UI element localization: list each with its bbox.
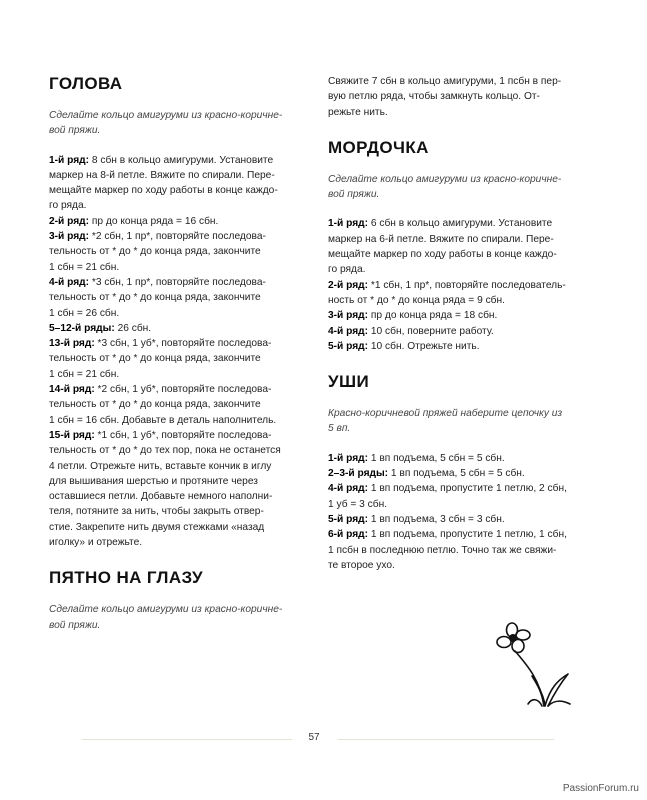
instruction-row [328,527,590,573]
row-label: 2-й ряд: [49,215,90,227]
section-title-head: ГОЛОВА [49,74,123,93]
instruction-row [328,216,590,277]
instruction-row [328,512,590,527]
head-intro: Сделайте кольцо амигуруми из красно-коричне- вой пряжи. [49,110,283,137]
instruction-row [328,451,590,466]
instruction-row [49,428,311,550]
instruction-row [328,278,590,309]
instruction-row [49,153,311,214]
row-text: 10 сбн, поверните работу. [368,325,494,337]
row-text: *1 сбн, 1 уб*, повторяйте последова- тельность от * до * до тех пор, пока не останется 4 петли. Отрежьте нить, вставьте кончик в иглу для вышивания шерстью и протяните через оставшиеся петли. Добавьте немного наполни- теля, потяните за нить, чтобы закрыть отвер- стие. Закрепите нить двумя стежками «назад иголку» и отрежьте. [49,429,281,549]
ears-rows [328,451,590,573]
instruction-row [328,481,590,512]
instruction-row [49,214,311,229]
row-text: 26 сбн. [114,322,152,334]
row-label: 4-й ряд: [328,483,369,495]
instruction-row [49,336,311,382]
footer-line-right [338,739,554,740]
left-column [49,74,311,633]
row-text: *3 сбн, 1 уб*, повторяйте последова- тельность от * до * до конца ряда, закончите 1 сбн = 21 сбн. [49,338,272,380]
row-text: 1 вп подъема, 3 сбн = 3 сбн. [368,513,505,525]
row-text: 6 сбн в кольцо амигуруми. Установите маркер на 6-й петле. Вяжите по спирали. Пере- мещайте маркер по ходу работы в конце каждо- го ряда. [328,218,557,276]
flower-illustration [488,618,578,718]
instruction-row [49,321,311,336]
section-title-ears: УШИ [328,372,370,392]
instruction-row [49,382,311,428]
row-label: 3-й ряд: [49,231,90,243]
row-text: *2 сбн, 1 пр*, повторяйте последова- тельность от * до * до конца ряда, закончите 1 сбн = 21 сбн. [49,231,266,273]
row-label: 15-й ряд: [49,429,95,441]
instruction-row [328,308,590,323]
row-label: 5-й ряд: [328,513,369,525]
eye-spot-intro: Сделайте кольцо амигуруми из красно-коричне- вой пряжи. [49,604,283,631]
row-label: 1-й ряд: [328,218,369,230]
row-label: 14-й ряд: [49,384,95,396]
row-text: 1 вп подъема, 5 сбн = 5 сбн. [368,452,505,464]
row-text: 8 сбн в кольцо амигуруми. Установите маркер на 8-й петле. Вяжите по спирали. Пере- мещайте маркер по ходу работы в конце каждо- го ряда. [49,154,278,212]
row-label: 4-й ряд: [328,325,369,337]
row-label: 2–3-й ряды: [328,468,389,480]
row-label: 1-й ряд: [328,452,369,464]
head-rows [49,153,311,551]
row-text: *1 сбн, 1 пр*, повторяйте последователь- ность от * до * до конца ряда = 9 сбн. [328,279,566,306]
instruction-row [328,324,590,339]
row-label: 3-й ряд: [328,310,369,322]
row-label: 2-й ряд: [328,279,369,291]
footer-line-left [82,739,292,740]
row-label: 13-й ряд: [49,338,95,350]
page-number: 57 [308,732,320,743]
muzzle-intro: Сделайте кольцо амигуруми из красно-коричне- вой пряжи. [328,173,562,201]
section-title-muzzle: МОРДОЧКА [328,137,429,157]
row-text: *2 сбн, 1 уб*, повторяйте последова- тельность от * до * до конца ряда, закончите 1 сбн = 16 сбн. Добавьте в деталь наполнитель. [49,384,277,426]
row-text: 1 вп подъема, пропустите 1 петлю, 2 сбн, 1 уб = 3 сбн. [328,483,567,510]
row-text: 10 сбн. Отрежьте нить. [368,340,480,352]
row-label: 4-й ряд: [49,276,90,288]
instruction-row [328,466,590,481]
eye-spot-continuation: Свяжите 7 сбн в кольцо амигуруми, 1 псбн в пер- вую петлю ряда, чтобы замкнуть кольцо. От- режьте нить. [328,76,562,118]
ears-intro: Красно-коричневой пряжей наберите цепочку из 5 вп. [328,408,563,435]
row-label: 5–12-й ряды: [49,322,115,334]
row-label: 1-й ряд: [49,154,90,166]
section-title-eye-spot: ПЯТНО НА ГЛАЗУ [49,568,203,588]
row-text: пр до конца ряда = 18 сбн. [368,310,498,322]
instruction-row [49,229,311,275]
row-label: 6-й ряд: [328,529,369,541]
row-text: пр до конца ряда = 16 сбн. [89,215,219,227]
right-column [328,74,590,573]
row-text: 1 вп подъема, пропустите 1 петлю, 1 сбн, 1 псбн в последнюю петлю. Точно так же свяжи- те второе ухо. [328,529,567,571]
instruction-row [49,275,311,321]
row-text: *3 сбн, 1 пр*, повторяйте последова- тельность от * до * до конца ряда, закончите 1 сбн = 26 сбн. [49,276,266,319]
row-label: 5-й ряд: [328,340,369,352]
row-text: 1 вп подъема, 5 сбн = 5 сбн. [388,468,525,480]
muzzle-rows [328,216,590,354]
watermark: PassionForum.ru [562,783,639,794]
instruction-row [328,339,590,354]
